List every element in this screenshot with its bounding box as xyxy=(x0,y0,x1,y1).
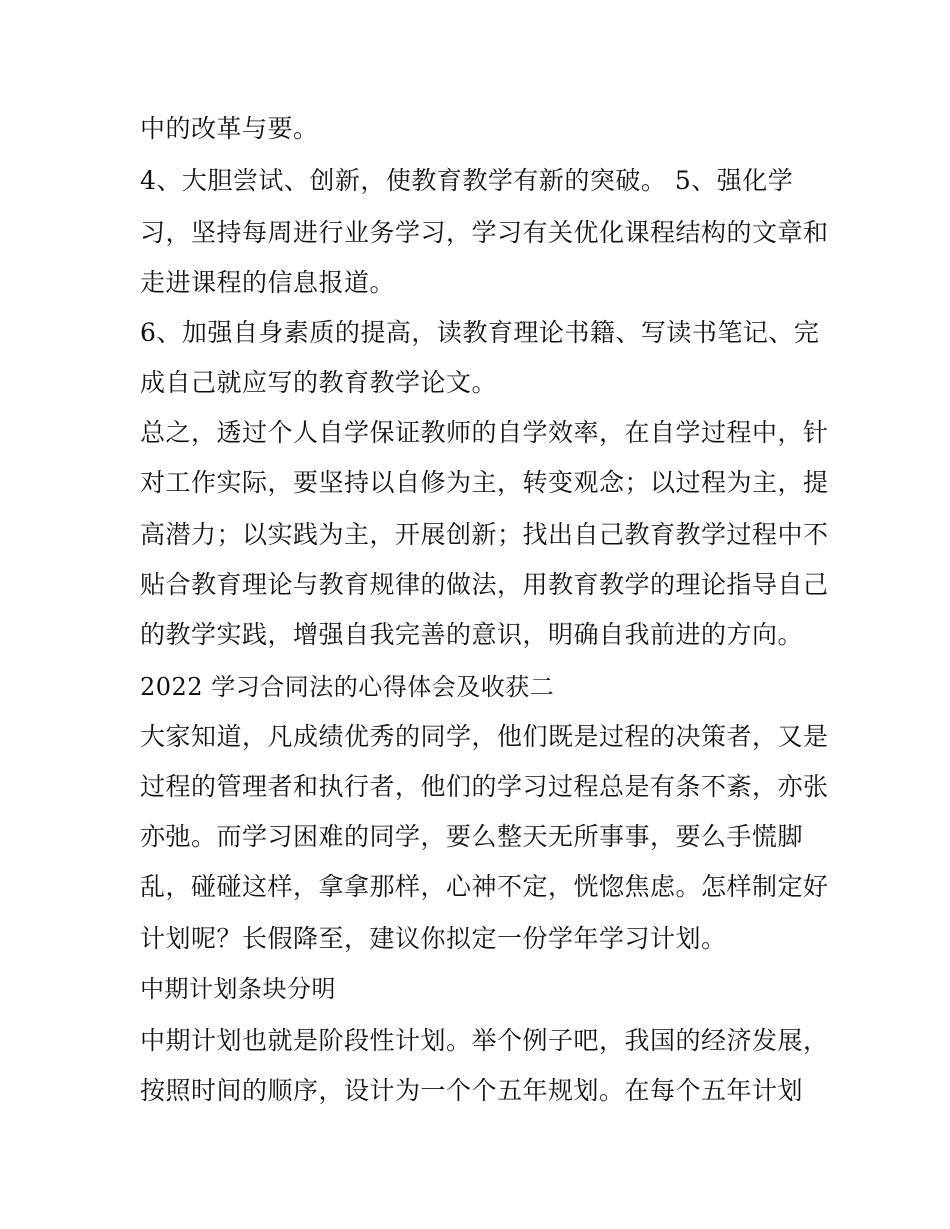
text-line: 计划呢？长假降至，建议你拟定一份学年学习计划。 xyxy=(140,924,727,953)
text-line: 6、加强自身素质的提高，读教育理论书籍、写读书笔记、完 xyxy=(140,318,820,347)
section-heading: 中期计划条块分明 xyxy=(140,975,336,1003)
text-line: 成自己就应写的教育教学论文。 xyxy=(140,368,498,397)
text-line: 总之，透过个人自学保证教师的自学效率，在自学过程中，针 xyxy=(140,418,829,447)
text-line: 习，坚持每周进行业务学习，学习有关优化课程结构的文章和 xyxy=(140,218,829,247)
text-line: 亦弛。而学习困难的同学，要么整天无所事事，要么手慌脚 xyxy=(140,822,804,851)
text-line: 4、大胆尝试、创新，使教育教学有新的突破。 5、强化学 xyxy=(140,166,794,195)
text-line: 对工作实际，要坚持以自修为主，转变观念；以过程为主，提 xyxy=(140,468,829,497)
text-line: 中期计划也就是阶段性计划。举个例子吧，我国的经济发展， xyxy=(140,1026,829,1055)
section-heading: 2022 学习合同法的心得体会及收获二 xyxy=(140,673,555,701)
text-line: 贴合教育理论与教育规律的做法，用教育教学的理论指导自己 xyxy=(140,570,829,599)
text-line: 过程的管理者和执行者，他们的学习过程总是有条不紊，亦张 xyxy=(140,772,829,801)
text-line: 按照时间的顺序，设计为一个个五年规划。在每个五年计划 xyxy=(140,1076,804,1105)
text-line: 的教学实践，增强自我完善的意识，明确自我前进的方向。 xyxy=(140,620,804,649)
text-line: 走进课程的信息报道。 xyxy=(140,268,396,297)
text-line: 中的改革与要。 xyxy=(140,114,319,143)
text-line: 大家知道，凡成绩优秀的同学，他们既是过程的决策者，又是 xyxy=(140,722,829,751)
text-line: 乱，碰碰这样，拿拿那样，心神不定，恍惚焦虑。怎样制定好 xyxy=(140,872,829,901)
text-line: 高潜力；以实践为主，开展创新；找出自己教育教学过程中不 xyxy=(140,520,829,549)
